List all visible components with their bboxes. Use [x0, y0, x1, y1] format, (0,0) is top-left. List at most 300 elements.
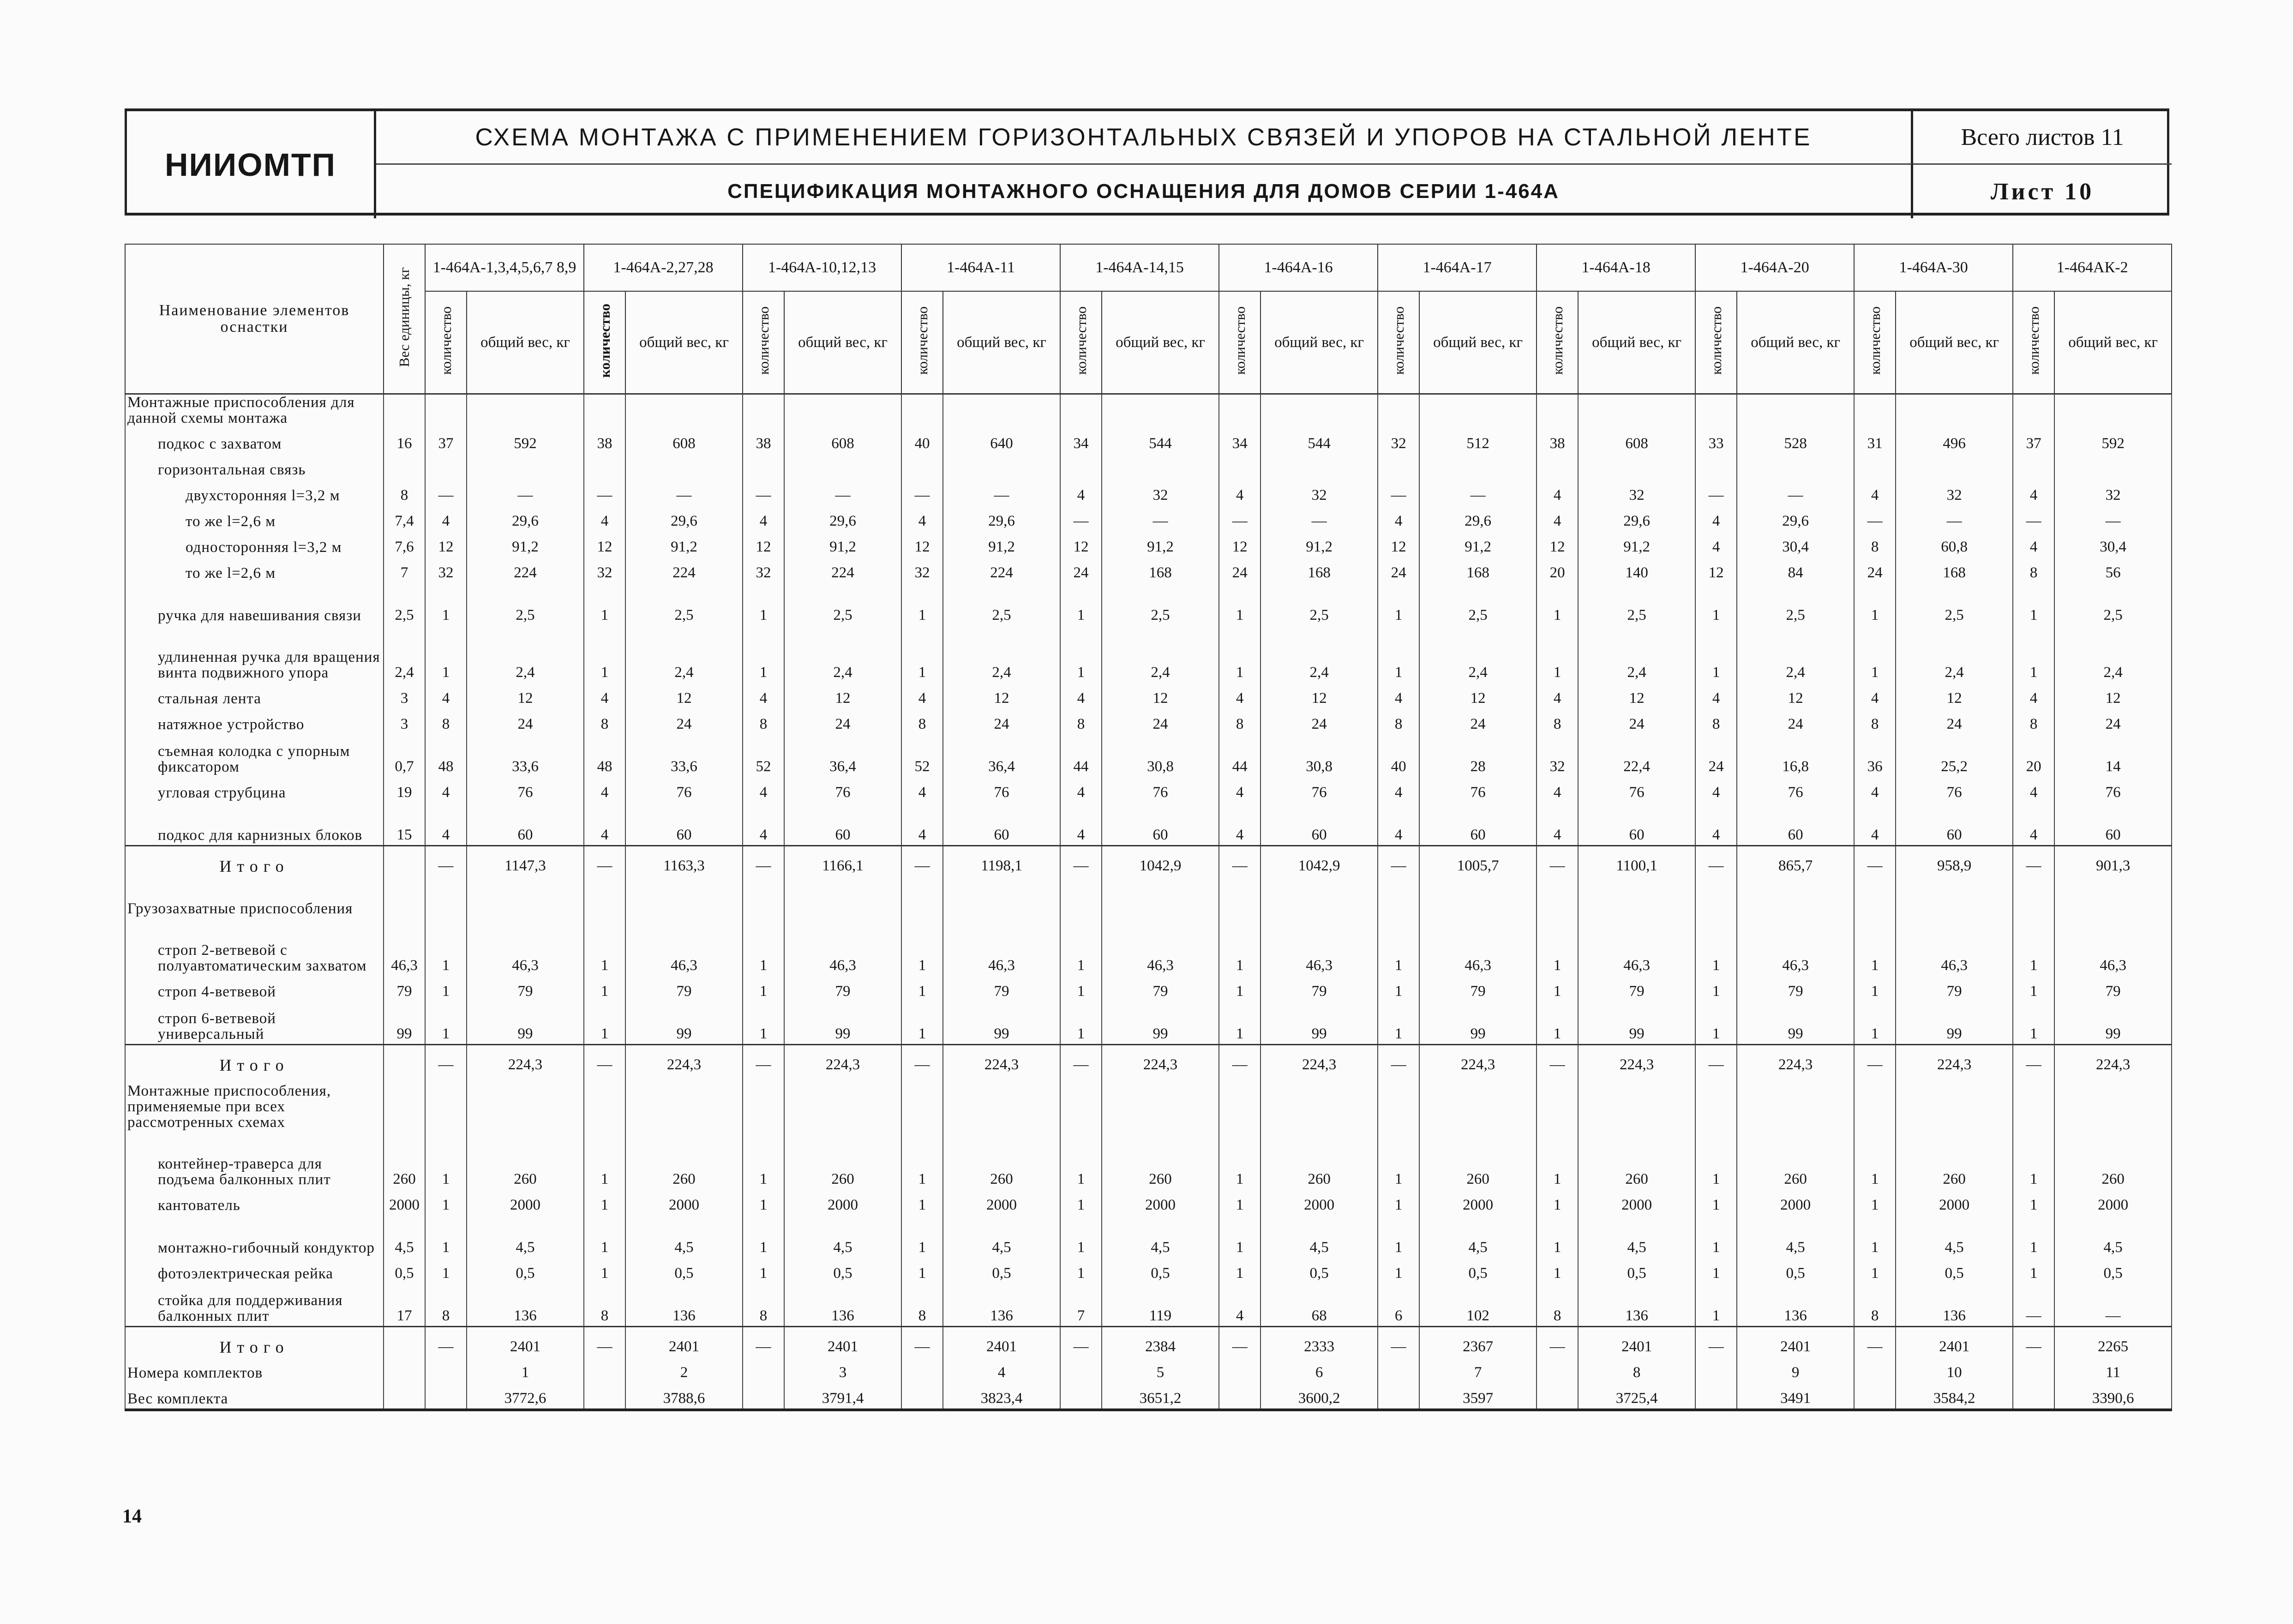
table-row: [125, 803, 2172, 846]
quantity-cell: 1: [584, 1258, 625, 1283]
quantity-cell: —: [1695, 1327, 1737, 1357]
total-weight-cell: 24: [1419, 708, 1537, 734]
total-weight-cell: 32: [1896, 479, 2013, 505]
total-weight-cell: 0,5: [625, 1258, 743, 1283]
quantity-cell: [743, 1075, 784, 1132]
quantity-cell: [1219, 394, 1261, 428]
quantity-cell: 1: [901, 1132, 943, 1189]
quantity-cell: [1219, 1075, 1261, 1132]
quantity-cell: 1: [1378, 918, 1419, 976]
total-weight-cell: 3651,2: [1102, 1383, 1219, 1410]
total-weight-cell: 2401: [1737, 1327, 1854, 1357]
total-weight-cell: 224,3: [1737, 1045, 1854, 1075]
quantity-cell: 8: [584, 708, 625, 734]
unit-weight-cell: [384, 1075, 425, 1132]
total-weight-cell: 3390,6: [2054, 1383, 2172, 1410]
total-weight-cell: 2,5: [1261, 583, 1378, 625]
quantity-cell: 4: [1537, 803, 1578, 846]
total-weight-cell: 224,3: [1419, 1045, 1537, 1075]
quantity-cell: 20: [1537, 557, 1578, 583]
quantity-cell: [901, 394, 943, 428]
quantity-cell: 4: [1060, 479, 1102, 505]
total-weight-cell: 2367: [1419, 1327, 1537, 1357]
total-weight-cell: 2265: [2054, 1327, 2172, 1357]
total-weight-cell: 24: [943, 708, 1060, 734]
quantity-cell: 4: [584, 683, 625, 708]
quantity-cell: 1: [1378, 976, 1419, 1001]
total-weight-cell: 224,3: [943, 1045, 1060, 1075]
table-row: [125, 1383, 2172, 1410]
total-weight-cell: 260: [625, 1132, 743, 1189]
unit-weight-cell: 3: [384, 708, 425, 734]
quantity-cell: 4: [743, 505, 784, 531]
total-weight-cell: 91,2: [943, 531, 1060, 557]
quantity-cell: —: [901, 1045, 943, 1075]
sheets-total: Всего листов 11: [1913, 111, 2172, 165]
quantity-cell: [1537, 876, 1578, 918]
quantity-cell: [1219, 876, 1261, 918]
total-weight-cell: 91,2: [625, 531, 743, 557]
drawing-subtitle: СПЕЦИФИКАЦИЯ МОНТАЖНОГО ОСНАЩЕНИЯ ДЛЯ ДОМОВ СЕРИИ 1-464А: [376, 165, 1913, 218]
quantity-cell: 12: [584, 531, 625, 557]
total-weight-cell: 3791,4: [784, 1383, 901, 1410]
total-weight-cell: 60: [1737, 803, 1854, 846]
specification-body: [125, 394, 2172, 1410]
total-weight-cell: [1102, 1075, 1219, 1132]
quantity-cell: [1378, 1383, 1419, 1410]
quantity-cell: 1: [743, 583, 784, 625]
quantity-cell: 8: [743, 1283, 784, 1327]
total-weight-cell: 168: [1102, 557, 1219, 583]
quantity-cell: [1695, 1383, 1737, 1410]
quantity-cell: 1: [1695, 1283, 1737, 1327]
quantity-cell: 8: [1537, 1283, 1578, 1327]
total-weight-cell: 2,4: [1261, 625, 1378, 683]
total-weight-cell: 24: [625, 708, 743, 734]
total-weight-cell: 4,5: [467, 1215, 584, 1258]
quantity-column-header: [1854, 291, 1896, 394]
quantity-cell: 1: [901, 583, 943, 625]
quantity-cell: 32: [1378, 428, 1419, 454]
total-weight-cell: 32: [1578, 479, 1695, 505]
quantity-cell: —: [1695, 1045, 1737, 1075]
table-row: [125, 976, 2172, 1001]
total-weight-cell: 4,5: [625, 1215, 743, 1258]
total-weight-cell: 10: [1896, 1357, 2013, 1383]
quantity-cell: —: [1060, 1327, 1102, 1357]
total-weight-cell: 2000: [1102, 1189, 1219, 1215]
total-weight-cell: 29,6: [1737, 505, 1854, 531]
quantity-cell: 1: [743, 918, 784, 976]
quantity-cell: 1: [1060, 625, 1102, 683]
total-weight-cell: 0,5: [943, 1258, 1060, 1283]
total-weight-cell: 1: [467, 1357, 584, 1383]
quantity-cell: [1854, 394, 1896, 428]
element-name: кантователь: [125, 1189, 384, 1215]
total-weight-cell: 24: [1737, 708, 1854, 734]
element-name: двухсторонняя l=3,2 м: [125, 479, 384, 505]
total-weight-cell: 24: [1896, 708, 2013, 734]
quantity-cell: 1: [2013, 1001, 2054, 1045]
quantity-cell: 1: [1537, 976, 1578, 1001]
total-weight-cell: 2000: [1578, 1189, 1695, 1215]
element-name: строп 2-ветвевой с полуавтоматическим захватом: [125, 918, 384, 976]
total-weight-cell: 99: [1261, 1001, 1378, 1045]
table-row: [125, 876, 2172, 918]
quantity-column-header: [743, 291, 784, 394]
quantity-cell: 4: [425, 683, 467, 708]
total-weight-cell: 224: [943, 557, 1060, 583]
table-row: [125, 454, 2172, 479]
total-weight-cell: —: [625, 479, 743, 505]
table-row: [125, 1132, 2172, 1189]
total-weight-cell: 60: [2054, 803, 2172, 846]
quantity-cell: 38: [1537, 428, 1578, 454]
total-weight-cell: 260: [1102, 1132, 1219, 1189]
unit-weight-header-label: Вес единицы, кг: [396, 267, 412, 367]
total-weight-cell: 2,5: [467, 583, 584, 625]
total-weight-cell: 46,3: [625, 918, 743, 976]
total-weight-cell: 2,5: [1737, 583, 1854, 625]
subtotal-label: Итого: [125, 846, 384, 876]
element-name: горизонтальная связь: [125, 454, 384, 479]
total-weight-cell: 29,6: [625, 505, 743, 531]
table-row: [125, 1357, 2172, 1383]
quantity-cell: [2013, 454, 2054, 479]
total-weight-cell: 2,4: [1578, 625, 1695, 683]
quantity-cell: 4: [1695, 777, 1737, 803]
quantity-cell: —: [743, 479, 784, 505]
quantity-header-label: количество: [1867, 306, 1883, 375]
quantity-cell: 1: [1378, 1258, 1419, 1283]
quantity-cell: 40: [901, 428, 943, 454]
total-weight-cell: 608: [784, 428, 901, 454]
quantity-cell: 1: [1854, 1189, 1896, 1215]
total-weight-cell: 79: [1261, 976, 1378, 1001]
quantity-cell: [584, 394, 625, 428]
quantity-cell: —: [2013, 1045, 2054, 1075]
quantity-cell: 1: [1854, 583, 1896, 625]
quantity-cell: 4: [1378, 505, 1419, 531]
quantity-cell: [1695, 1075, 1737, 1132]
quantity-cell: —: [1219, 1045, 1261, 1075]
total-weight-cell: 0,5: [784, 1258, 901, 1283]
total-weight-cell: 76: [943, 777, 1060, 803]
table-row: [125, 1189, 2172, 1215]
total-weight-cell: 12: [943, 683, 1060, 708]
quantity-cell: 4: [1537, 505, 1578, 531]
quantity-cell: 4: [1695, 531, 1737, 557]
total-weight-cell: 16,8: [1737, 734, 1854, 777]
total-weight-cell: 224: [467, 557, 584, 583]
total-weight-cell: —: [1896, 505, 2013, 531]
total-weight-cell: [784, 876, 901, 918]
unit-weight-cell: [384, 1327, 425, 1357]
quantity-cell: [1378, 394, 1419, 428]
total-weight-cell: 2,5: [1419, 583, 1537, 625]
unit-weight-cell: 2,4: [384, 625, 425, 683]
element-name: угловая струбцина: [125, 777, 384, 803]
quantity-cell: 1: [743, 1132, 784, 1189]
table-row: [125, 583, 2172, 625]
element-name: удлиненная ручка для вращения винта подвижного упора: [125, 625, 384, 683]
quantity-cell: 1: [743, 1258, 784, 1283]
total-weight-cell: 2401: [467, 1327, 584, 1357]
total-weight-cell: 91,2: [784, 531, 901, 557]
total-weight-cell: 60: [1896, 803, 2013, 846]
total-weight-cell: 1198,1: [943, 846, 1060, 876]
unit-weight-cell: 7: [384, 557, 425, 583]
table-row: [125, 1327, 2172, 1357]
element-name: односторонняя l=3,2 м: [125, 531, 384, 557]
total-weight-cell: 24: [1578, 708, 1695, 734]
unit-weight-cell: [384, 1383, 425, 1410]
quantity-cell: 1: [1854, 625, 1896, 683]
total-weight-cell: 0,5: [2054, 1258, 2172, 1283]
quantity-cell: —: [1378, 1045, 1419, 1075]
total-weight-cell: 32: [1102, 479, 1219, 505]
total-weight-cell: 11: [2054, 1357, 2172, 1383]
quantity-cell: 48: [425, 734, 467, 777]
quantity-cell: —: [425, 479, 467, 505]
quantity-cell: [1060, 876, 1102, 918]
total-weight-cell: 2,4: [467, 625, 584, 683]
group-header: 1-464А-2,27,28: [584, 244, 743, 291]
quantity-header-label: количество: [438, 306, 454, 375]
total-weight-cell: —: [467, 479, 584, 505]
quantity-cell: 8: [901, 708, 943, 734]
quantity-cell: —: [2013, 1327, 2054, 1357]
total-weight-cell: [943, 394, 1060, 428]
total-weight-cell: [784, 454, 901, 479]
total-weight-cell: —: [943, 479, 1060, 505]
total-weight-cell: 2,4: [1102, 625, 1219, 683]
total-weight-cell: 29,6: [943, 505, 1060, 531]
quantity-cell: 1: [425, 976, 467, 1001]
total-weight-cell: 46,3: [1737, 918, 1854, 976]
total-weight-cell: 91,2: [1261, 531, 1378, 557]
total-weight-cell: 46,3: [2054, 918, 2172, 976]
total-weight-cell: 2000: [1896, 1189, 2013, 1215]
total-weight-cell: 60,8: [1896, 531, 2013, 557]
unit-weight-cell: [384, 1357, 425, 1383]
total-weight-cell: [467, 454, 584, 479]
total-weight-cell: [1578, 876, 1695, 918]
name-column-header: Наименование элементов оснастки: [125, 244, 384, 394]
element-name: Номера комплектов: [125, 1357, 384, 1383]
element-name: Монтажные приспособления для данной схемы монтажа: [125, 394, 384, 428]
quantity-cell: 4: [584, 505, 625, 531]
quantity-cell: 1: [584, 1001, 625, 1045]
quantity-cell: 1: [1060, 583, 1102, 625]
total-weight-cell: [1737, 394, 1854, 428]
quantity-cell: 4: [2013, 777, 2054, 803]
total-weight-cell: 29,6: [467, 505, 584, 531]
total-weight-cell: 60: [1419, 803, 1537, 846]
group-header: 1-464А-10,12,13: [743, 244, 901, 291]
total-weight-cell: 260: [1261, 1132, 1378, 1189]
table-row: [125, 1283, 2172, 1327]
quantity-cell: 1: [1060, 1189, 1102, 1215]
quantity-cell: 1: [1854, 976, 1896, 1001]
quantity-cell: 1: [584, 1215, 625, 1258]
quantity-cell: [743, 394, 784, 428]
quantity-cell: 4: [1537, 777, 1578, 803]
total-weight-cell: 29,6: [784, 505, 901, 531]
quantity-cell: —: [2013, 846, 2054, 876]
total-weight-cell: [943, 1075, 1060, 1132]
quantity-cell: 12: [1219, 531, 1261, 557]
total-weight-cell: 2000: [1737, 1189, 1854, 1215]
quantity-cell: 1: [1537, 625, 1578, 683]
total-weight-cell: [625, 454, 743, 479]
total-weight-cell: 99: [2054, 1001, 2172, 1045]
total-weight-cell: [467, 394, 584, 428]
total-weight-cell: 36,4: [784, 734, 901, 777]
quantity-cell: 1: [1060, 976, 1102, 1001]
quantity-cell: 34: [1060, 428, 1102, 454]
quantity-cell: 36: [1854, 734, 1896, 777]
quantity-cell: 6: [1378, 1283, 1419, 1327]
total-weight-cell: 30,8: [1261, 734, 1378, 777]
quantity-cell: [425, 876, 467, 918]
total-weight-cell: 1163,3: [625, 846, 743, 876]
total-weight-cell: 76: [1261, 777, 1378, 803]
quantity-cell: 1: [743, 976, 784, 1001]
total-weight-cell: 46,3: [943, 918, 1060, 976]
total-weight-cell: 260: [1419, 1132, 1537, 1189]
total-weight-cell: 4,5: [1578, 1215, 1695, 1258]
total-weight-cell: 136: [625, 1283, 743, 1327]
total-weight-cell: [784, 394, 901, 428]
total-weight-cell: 224,3: [784, 1045, 901, 1075]
quantity-cell: 1: [2013, 1132, 2054, 1189]
quantity-cell: 4: [1378, 683, 1419, 708]
quantity-cell: —: [901, 479, 943, 505]
unit-weight-cell: 260: [384, 1132, 425, 1189]
total-weight-column-header: общий вес, кг: [1737, 291, 1854, 394]
header-row-columns: [125, 291, 2172, 394]
table-row: [125, 1075, 2172, 1132]
quantity-cell: 4: [1695, 683, 1737, 708]
sheet-number: Лист 10: [1990, 178, 2095, 205]
total-weight-cell: 3600,2: [1261, 1383, 1378, 1410]
quantity-cell: —: [425, 1327, 467, 1357]
quantity-cell: [1537, 1383, 1578, 1410]
total-weight-cell: [1896, 454, 2013, 479]
total-weight-cell: 496: [1896, 428, 2013, 454]
total-weight-cell: 2,4: [784, 625, 901, 683]
unit-weight-cell: [384, 876, 425, 918]
quantity-cell: 4: [743, 777, 784, 803]
total-weight-cell: 0,5: [467, 1258, 584, 1283]
total-weight-cell: [1578, 1075, 1695, 1132]
element-name: стальная лента: [125, 683, 384, 708]
table-row: [125, 846, 2172, 876]
total-weight-cell: 260: [467, 1132, 584, 1189]
quantity-cell: [743, 454, 784, 479]
total-weight-cell: [1261, 454, 1378, 479]
quantity-cell: 1: [425, 625, 467, 683]
unit-weight-cell: 2000: [384, 1189, 425, 1215]
total-weight-cell: 76: [1419, 777, 1537, 803]
quantity-cell: [1537, 1357, 1578, 1383]
total-weight-cell: 60: [1578, 803, 1695, 846]
total-weight-cell: 3: [784, 1357, 901, 1383]
total-weight-cell: 2,5: [943, 583, 1060, 625]
quantity-cell: 1: [1695, 583, 1737, 625]
quantity-cell: [584, 454, 625, 479]
quantity-cell: —: [1854, 505, 1896, 531]
quantity-cell: —: [425, 846, 467, 876]
total-weight-cell: 76: [1737, 777, 1854, 803]
total-weight-cell: 79: [1578, 976, 1695, 1001]
quantity-cell: 32: [901, 557, 943, 583]
quantity-cell: —: [901, 1327, 943, 1357]
unit-weight-cell: 3: [384, 683, 425, 708]
quantity-cell: —: [743, 846, 784, 876]
quantity-cell: —: [1219, 1327, 1261, 1357]
total-weight-cell: —: [1261, 505, 1378, 531]
total-weight-cell: 91,2: [1102, 531, 1219, 557]
total-weight-cell: 12: [467, 683, 584, 708]
quantity-cell: —: [1060, 1045, 1102, 1075]
total-weight-cell: 46,3: [1419, 918, 1537, 976]
quantity-cell: 8: [743, 708, 784, 734]
total-weight-cell: 2,4: [625, 625, 743, 683]
quantity-cell: [1378, 454, 1419, 479]
total-weight-cell: 3772,6: [467, 1383, 584, 1410]
total-weight-cell: 79: [467, 976, 584, 1001]
quantity-cell: 4: [1537, 479, 1578, 505]
total-weight-cell: 608: [1578, 428, 1695, 454]
total-weight-cell: [1261, 876, 1378, 918]
quantity-cell: 4: [1219, 479, 1261, 505]
quantity-cell: 1: [425, 1258, 467, 1283]
quantity-cell: 1: [1854, 918, 1896, 976]
quantity-cell: 1: [425, 1132, 467, 1189]
quantity-cell: 1: [1219, 1215, 1261, 1258]
quantity-cell: 1: [1537, 1258, 1578, 1283]
quantity-cell: 1: [1854, 1001, 1896, 1045]
quantity-cell: 37: [425, 428, 467, 454]
quantity-cell: 4: [425, 777, 467, 803]
quantity-cell: 4: [425, 505, 467, 531]
quantity-cell: 31: [1854, 428, 1896, 454]
total-weight-cell: 136: [943, 1283, 1060, 1327]
unit-weight-cell: 46,3: [384, 918, 425, 976]
total-weight-cell: 901,3: [2054, 846, 2172, 876]
group-header: 1-464АК-2: [2013, 244, 2172, 291]
total-weight-cell: 2: [625, 1357, 743, 1383]
table-row: [125, 557, 2172, 583]
total-weight-cell: 1042,9: [1102, 846, 1219, 876]
total-weight-cell: 0,5: [1261, 1258, 1378, 1283]
quantity-cell: [584, 876, 625, 918]
drawing-title: СХЕМА МОНТАЖА С ПРИМЕНЕНИЕМ ГОРИЗОНТАЛЬНЫХ СВЯЗЕЙ И УПОРОВ НА СТАЛЬНОЙ ЛЕНТЕ: [376, 111, 1913, 165]
quantity-cell: 32: [425, 557, 467, 583]
total-weight-cell: 76: [1578, 777, 1695, 803]
total-weight-cell: —: [1419, 479, 1537, 505]
group-header: 1-464А-30: [1854, 244, 2013, 291]
total-weight-cell: 12: [1896, 683, 2013, 708]
quantity-cell: 38: [743, 428, 784, 454]
quantity-cell: 1: [1695, 1215, 1737, 1258]
quantity-cell: —: [2013, 1283, 2054, 1327]
group-header: 1-464А-16: [1219, 244, 1378, 291]
quantity-cell: 1: [1219, 625, 1261, 683]
quantity-cell: 52: [743, 734, 784, 777]
